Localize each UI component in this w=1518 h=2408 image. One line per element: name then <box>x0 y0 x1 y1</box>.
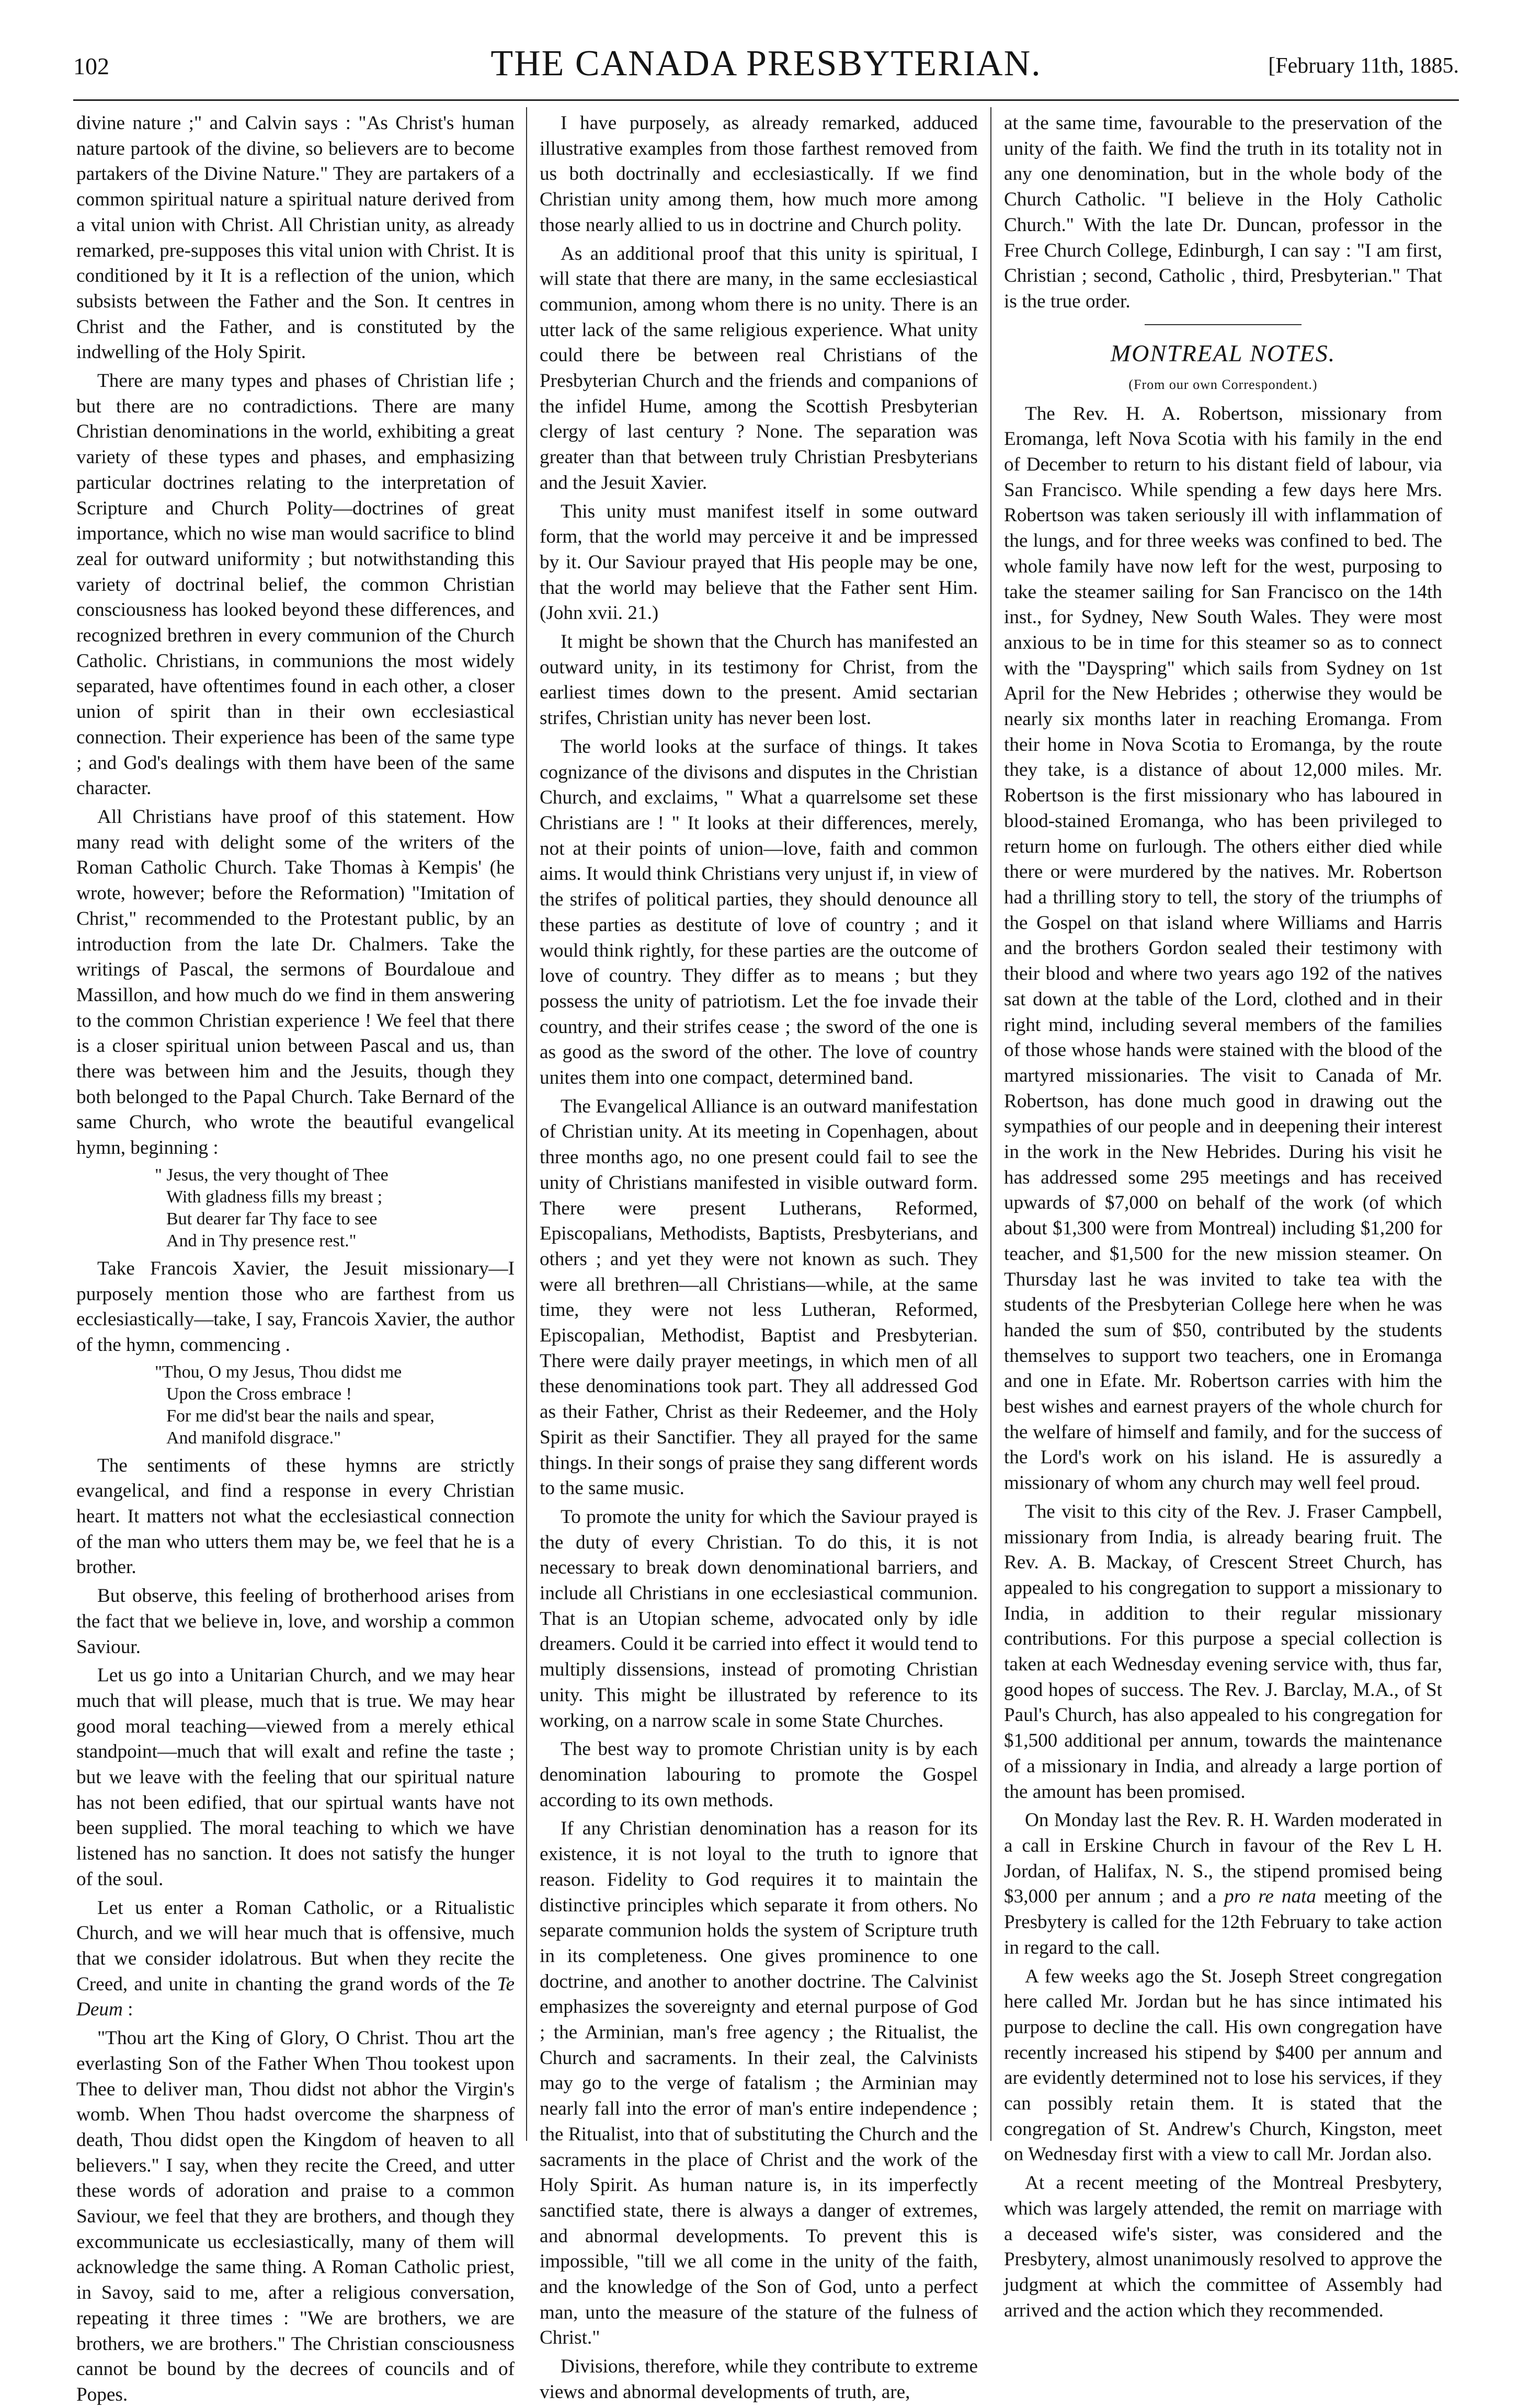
paragraph: divine nature ;" and Calvin says : "As Christ's human nature partook of the divine, so believers are to become partakers of the Divine Nature." They are partakers of a common spiritual nature a spiritual nature derived from a vital union with Christ. All Christian unity, as already remarked, pre-supposes this vital union with Christ. It is conditioned by it It is a reflection of the union, which subsists between the Father and the Son. It centres in Christ and the Father, and is constituted by the indwelling of the Holy Spirit. <box>76 112 515 363</box>
section-rule <box>1145 324 1302 325</box>
paragraph: I have purposely, as already remarked, adduced illustrative examples from those farthest removed from us both doctrinally and ecclesiastically. If we find Christian unity among them, how much more among those nearly allied to us in doctrine and Church polity. <box>540 112 978 236</box>
hymn-line: Upon the Cross embrace ! <box>166 1384 352 1404</box>
column-1 <box>76 111 515 2405</box>
page-number: 102 <box>73 53 109 79</box>
masthead-title: THE CANADA PRESBYTERIAN. <box>490 43 1042 84</box>
hymn-line: "Thou, O my Jesus, Thou didst me <box>155 1362 402 1382</box>
paragraph: at the same time, favourable to the preservation of the unity of the faith. We find the truth in its totality not in any one denomination, but in the whole body of the Church Catholic. "I believe in the Holy Catholic Church." With the late Dr. Duncan, professor in the Free Church College, Edinburgh, I can say : "I am first, Christian ; second, Catholic , third, Presbyterian." That is the true order. <box>1004 112 1442 312</box>
paragraph: Take Francois Xavier, the Jesuit missionary—I purposely mention those who are farthest from us ecclesiastically—take, I say, Francois Xavier, the author of the hymn, commencing . <box>76 1257 515 1356</box>
paragraph: The visit to this city of the Rev. J. Fraser Campbell, missionary from India, is already bearing fruit. The Rev. A. B. Mackay, of Crescent Street Church, has appealed to his congregation to support a missionary to India, in addition to their regular missionary contributions. For this purpose a special collection is taken at each Wednesday evening service with, thus far, good hopes of success. The Rev. J. Barclay, M.A., of St Paul's Church, has also appealed to his congregation for $1,500 additional per annum, towards the maintenance of a missionary in India, and already a large portion of the amount has been promised. <box>1004 1500 1442 1803</box>
hymn-line: For me did'st bear the nails and spear, <box>166 1406 435 1426</box>
column-3 <box>1004 111 1442 2321</box>
hymn-line: But dearer far Thy face to see <box>166 1209 378 1229</box>
paragraph: Let us go into a Unitarian Church, and we may hear much that will please, much that is true. We may hear good moral teaching—viewed from a merely ethical standpoint—much that will exalt and refine the taste ; but we leave with the feeling that our spiritual nature has not been edified, that our spirtual wants have not been supplied. The moral teaching to which we have listened has no sanction. It does not satisfy the hunger of the soul. <box>76 1665 515 1890</box>
header-rule <box>73 99 1459 101</box>
paragraph: As an additional proof that this unity is spiritual, I will state that there are many, in the same ecclesiastical communion, among whom there is no unity. There is an utter lack of the same religious experience. What unity could there be between real Christians of the Presbyterian Church and the friends and companions of the infidel Hume, among the Scottish Presbyterian clergy of last century ? None. The separation was greater than that between truly Christian Presbyterians and the Jesuit Xavier. <box>540 243 978 494</box>
paragraph: There are many types and phases of Christian life ; but there are no contradictions. There are many Christian denominations in the world, exhibiting a great variety of these types and phases, and emphasizing particular doctrines relating to the interpretation of Scripture and Church Polity—doctrines of great importance, which no wise man would sacrifice to blind zeal for outward uniformity ; but notwithstanding this variety of doctrinal belief, the common Christian consciousness has looked beyond these differences, and recognized brethren in every communion of the Church Catholic. Christians, in communions the most widely separated, have oftentimes found in each other, a closer union of spirit than in their own ecclesiastical connection. Their experience has been of the same type ; and God's dealings with them have been of the same character. <box>76 370 515 799</box>
paragraph: The Evangelical Alliance is an outward manifestation of Christian unity. At its meeting in Copenhagen, about three months ago, no one present could fail to see the unity of Christians manifested in visible outward form. There were present Lutherans, Reformed, Episcopalians, Methodists, Baptists, Presbyterians, and others ; and yet they were not known as such. They were all brethren—all Christians—while, at the same time, they were not less Lutheran, Reformed, Episcopalian, Methodist, Baptist and Presbyterian. There were daily prayer meetings, in which men of all these denominations took part. They all addressed God as their Father, Christ as their Redeemer, and the Holy Spirit as their Sanctifier. They all prayed for the same things. In their songs of praise they sang different words to the same music. <box>540 1095 978 1499</box>
te-deum-italic: Te Deum <box>76 1973 515 2021</box>
column-divider <box>526 107 527 2141</box>
hymn-quote <box>155 1361 515 1449</box>
page-header <box>73 37 1459 89</box>
paragraph: Divisions, therefore, while they contribute to extreme views and abnormal developments of truth, are, <box>540 2356 978 2403</box>
paragraph: The Rev. H. A. Robertson, missionary from Eromanga, left Nova Scotia with his family in the end of December to return to his distant field of labour, via San Francisco. While spending a few days here Mrs. Robertson was taken seriously ill with inflammation of the lungs, and for three weeks was confined to bed. The whole family have now left for the west, purposing to take the steamer sailing for San Francisco on the 14th inst., for Sydney, New South Wales. They were most anxious to be in time for this steamer so as to connect with the "Dayspring" which sails from Sydney on 1st April for the New Hebrides ; otherwise they would be nearly six months later in reaching Eromanga. From their home in Nova Scotia to Eromanga, by the route they take, is a distance of about 12,000 miles. Mr. Robertson is the first missionary who has laboured in blood-stained Eromanga, who has been privileged to return home on furlough. The others either died while there or were murdered by the natives. Mr. Robertson had a thrilling story to tell, the story of the triumphs of the Gospel on that island where Williams and Harris and the brothers Gordon sealed their testimony with their blood and where two years ago 192 of the natives sat down at the table of the Lord, clothed and in their right mind, including several members of the families of those whose hands were stained with the blood of the martyred missionaries. The visit to Canada of Mr. Robertson, has done much good in drawing out the sympathies of our people and in deepening their interest in the work in the New Hebrides. During his visit he has addressed some 295 meetings and has received upwards of $7,000 on behalf of the work (of which about $1,300 were from Montreal) including $1,200 for teacher, and $1,500 for the new mission steamer. On Thursday last he was invited to take tea with the students of the Presbyterian College here when he was handed the sum of $50, contributed by the students themselves to support two teachers, one in Eromanga and one in Efate. Mr. Robertson carries with him the best wishes and earnest prayers of the whole church for the welfare of himself and family, and for the success of the Lord's work on his island. He is assuredly a missionary of whom any church may well feel proud. <box>1004 403 1442 1494</box>
paragraph: "Thou art the King of Glory, O Christ. Thou art the everlasting Son of the Father When Thou tookest upon Thee to deliver man, Thou didst not abhor the Virgin's womb. When Thou hadst overcome the sharpness of death, Thou didst open the Kingdom of heaven to all believers." I say, when they recite the Creed, and utter these words of adoration and praise to a common Saviour, we feel that they are brothers, and though they excommunicate us ecclesiastically, many of them will acknowledge the same thing. A Roman Catholic priest, in Savoy, said to me, after a religious conversation, repeating it three times : "We are brothers, we are brothers, we are brothers." The Christian consciousness cannot be bound by the decrees of councils and of Popes. <box>76 2027 515 2405</box>
latin-italic: pro re nata <box>1224 1886 1316 1908</box>
paragraph: At a recent meeting of the Montreal Presbytery, which was largely attended, the remit on marriage with a deceased wife's sister, was considered and the Presbytery, almost unanimously resolved to approve the judgment at which the committee of Assembly had arrived and the action which they recommended. <box>1004 2172 1442 2321</box>
paragraph: It might be shown that the Church has manifested an outward unity, in its testimony for Christ, from the earliest times down to the present. Amid sectarian strifes, Christian unity has never been lost. <box>540 631 978 729</box>
hymn-quote <box>155 1164 515 1252</box>
paragraph: If any Christian denomination has a reason for its existence, it is not loyal to the truth to ignore that reason. Fidelity to God requires it to maintain the distinctive principles which separate it from others. No separate communion holds the system of Scripture truth in its completeness. One gives prominence to one doctrine, and another to another doctrine. The Calvinist emphasizes the sovereignty and eternal purpose of God ; the Arminian, man's free agency ; the Ritualist, the Church and sacraments. In their zeal, the Calvinists may go to the verge of fatalism ; the Arminian may nearly fall into the error of man's entire independence ; the Ritualist, into that of substituting the Church and the sacraments in the place of Christ and the work of the Holy Spirit. As human nature is, in its imperfectly sanctified state, there is always a danger of extremes, and abnormal developments. To prevent this is impossible, "till we all come in the unity of the faith, and the knowledge of the Son of God, unto a perfect man, unto the measure of the stature of the fulness of Christ." <box>540 1818 978 2349</box>
paragraph <box>76 1896 515 2023</box>
text-run: Let us enter a Roman Catholic, or a Ritualistic Church, and we will hear much that is offensive, much that we consider idolatrous. But when they recite the Creed, and unite in chanting the grand words of the <box>76 1897 515 1995</box>
paragraph: The best way to promote Christian unity is by each denomination labouring to promote the Gospel according to its own methods. <box>540 1738 978 1811</box>
section-title: MONTREAL NOTES. <box>1110 339 1336 366</box>
paragraph: To promote the unity for which the Saviour prayed is the duty of every Christian. To do this, it is not necessary to break down denominational barriers, and include all Christians in one ecclesiastical communion. That is an Utopian scheme, advocated only by idle dreamers. Could it be carried into effect it would tend to multiply dissensions, instead of promoting Christian unity. This might be illustrated by reference to its working, on a narrow scale in some State Churches. <box>540 1506 978 1732</box>
hymn-line: " Jesus, the very thought of Thee <box>155 1165 389 1185</box>
column-2 <box>540 111 978 2403</box>
paragraph: But observe, this feeling of brotherhood arises from the fact that we believe in, love, and worship a common Saviour. <box>76 1585 515 1658</box>
hymn-line: And in Thy presence rest." <box>166 1231 357 1251</box>
paragraph: The sentiments of these hymns are strictly evangelical, and find a response in every Christian heart. It matters not what the ecclesiastical connection of the man who utters them may be, we feel that he is a brother. <box>76 1454 515 1578</box>
paragraph: All Christians have proof of this statement. How many read with delight some of the writers of the Roman Catholic Church. Take Thomas à Kempis' (he wrote, however; before the Reformation) "Imitation of Christ," recommended to the Protestant public, by an introduction from the late Dr. Chalmers. Take the writings of Pascal, the sermons of Bourdaloue and Massillon, and how much do we find in them answering to the common Christian experience ! We feel that there is a closer spiritual union between Pascal and us, than there was between him and the Jesuits, though they both belonged to the Papal Church. Take Bernard of the same Church, who wrote the beautiful evangelical hymn, beginning : <box>76 806 515 1159</box>
paragraph: The world looks at the surface of things. It takes cognizance of the divisons and disputes in the Christian Church, and exclaims, " What a quarrelsome set these Christians are ! " It looks at their differences, merely, not at their points of union—love, faith and common aims. It would think Christians very unjust if, in view of the strifes of political parties, they should denounce all these parties as destitute of love of country ; and it would think rightly, for these parties are the outcome of love of country. They differ as to means ; but they possess the unity of patriotism. Let the foe invade their country, and their strifes cease ; the sword of the one is as good as the sword of the other. The love of country unites them into one compact, determined band. <box>540 736 978 1089</box>
issue-date: [February 11th, 1885. <box>1268 54 1459 78</box>
column-divider <box>990 107 991 2141</box>
text-run: meeting of the Presbytery is called for the 12th February to take action in regard to the call. <box>1004 1886 1442 1958</box>
paragraph: This unity must manifest itself in some outward form, that the world may perceive it and be impressed by it. Our Saviour prayed that His people may be one, that the world may believe that the Father sent Him. (John xvii. 21.) <box>540 500 978 624</box>
hymn-line: With gladness fills my breast ; <box>166 1187 383 1207</box>
hymn-line: And manifold disgrace." <box>166 1428 341 1448</box>
text-run: On Monday last the Rev. R. H. Warden moderated in a call in Erskine Church in favour of the Rev L H. Jordan, of Halifax, N. S., the stipend promised being $3,000 per annum ; and a <box>1004 1809 1442 1908</box>
paragraph: A few weeks ago the St. Joseph Street congregation here called Mr. Jordan but he has since intimated his purpose to decline the call. His own congregation have recently increased his stipend by $400 per annum and are evidently determined not to lose his services, if they can possibly retain them. It is stated that the congregation of St. Andrew's Church, Kingston, meet on Wednesday first with a view to call Mr. Jordan also. <box>1004 1965 1442 2165</box>
paragraph <box>1004 1808 1442 1960</box>
section-byline: (From our own Correspondent.) <box>1128 376 1318 392</box>
text-run: : <box>122 1999 133 2021</box>
